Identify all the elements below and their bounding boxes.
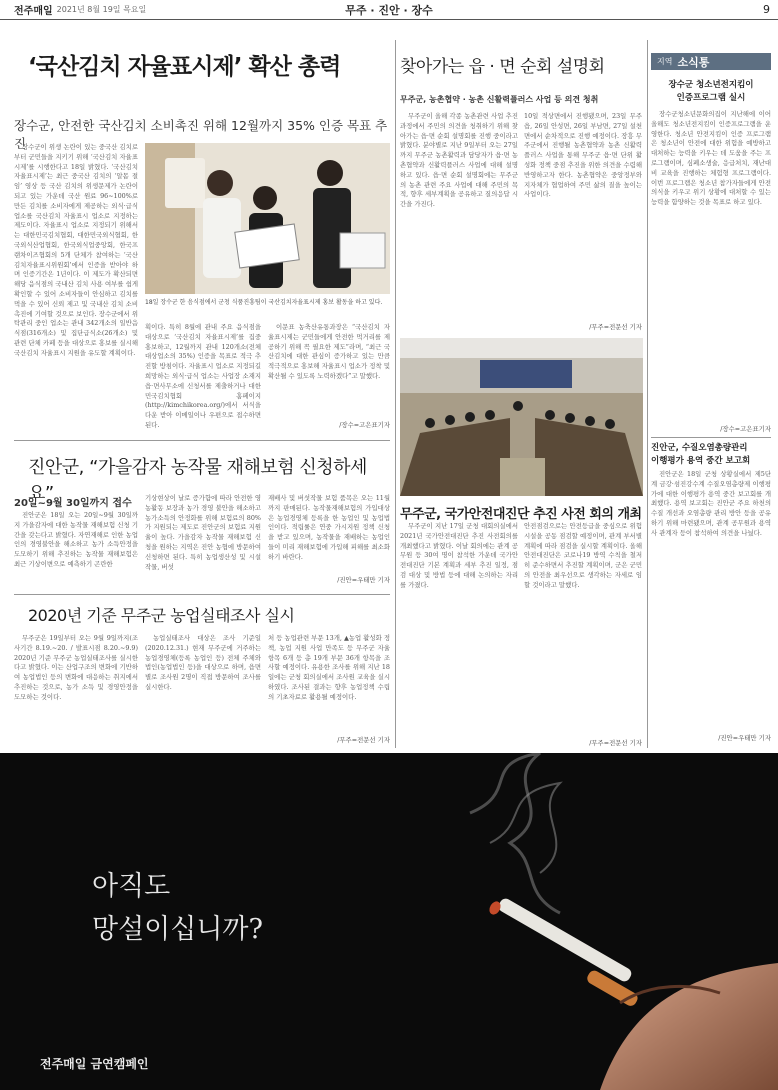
farm-body-col2: 농업실태조사 대상은 조사 기준일(2020.12.31.) 현재 무주군에 거주하는 농업경영체(등록 농업인 등) 전체 주체와 법인(농업법인 등)을 대상으로 하며, 읍면별로 조사원 2명이 직접 방문하여 조사를 실시한다. bbox=[145, 634, 261, 691]
briefing-body-col1: 무주군이 올해 각종 농촌관련 사업 추진과정에서 주민의 의견을 청취하기 위해 찾아가는 읍·면 순회 설명회를 진행 중이라고 밝혔다. 분야별로 지난 9일부터 오는 27일까지 무주군 농촌활력과 담당자가 읍·면 농촌협약과 신활력플러스 사업에 대해 설명하고 있다. 읍·면 순회 설명회에는 무주군의 농촌 관련 주요 사업에 대해 주민의 목적, 향후 세부계획을 공유하고 질의응답 시간을 가진다. bbox=[400, 112, 518, 209]
ad-campaign-name: 전주매일 금연캠페인 bbox=[40, 1057, 149, 1071]
ad-headline-line2: 망설이십니까? bbox=[92, 914, 263, 945]
kimchi-photo bbox=[145, 143, 390, 294]
briefing-byline: /무주=전문선 기자 bbox=[589, 323, 642, 331]
sidebar-label: 지역 bbox=[657, 57, 673, 66]
page-number: 9 bbox=[763, 3, 770, 16]
national-body-col1: 무주군이 지난 17일 군청 대회의실에서 2021년 국가안전대진단 추진 사전회의를 개최했다고 밝혔다. 이날 회의에는 관계 공무원 등 30여 명이 참석한 가운데 국가안전대진단 기본 계획과 세부 추진 일정, 점검 대상 및 방법 등에 대해 논의하는 자리를 가졌다. bbox=[400, 522, 518, 589]
sidebar-header bbox=[651, 53, 771, 70]
briefing-body-col2: 10일 적상면에서 진행됐으며, 23일 무주읍, 26일 안성면, 26일 부남면, 27일 설천면에서 순차적으로 진행 예정이다. 장흥 무주군에서 진행될 농촌협약과 농촌 신활력 플러스 사업을 통해 무주군 읍·면 단위 활성화 정책 중점 추진을 위한 의견을 수렴해 반영하고자 한다. 농촌협약은 중앙정부와 지자체가 협업하여 주민 삶의 질을 높이는 사업이다. bbox=[524, 112, 642, 199]
kimchi-headline: ‘국산김치 자율표시제’ 확산 총력 bbox=[28, 54, 341, 80]
sidebar-item1-byline: /장수=고은표기자 bbox=[720, 425, 771, 433]
ad-headline-line1: 아직도 bbox=[92, 871, 171, 902]
briefing-subheadline: 무주군, 농촌협약 · 농촌 신활력플러스 사업 등 의견 청취 bbox=[400, 95, 599, 104]
sidebar-item2-byline: /진안=우태만 기자 bbox=[718, 734, 771, 742]
sidebar-item2-body: 진안군은 18일 군청 상황실에서 제5단계 금강·섬진강수계 수질오염총량제 이행평가에 대한 이행평가 용역 중간 보고회를 개최했다. 용역 보고회는 진안군 주요 하천의 수질 개선과 오염총량 관리 방안 등을 공유하기 위해 마련됐으며, 관계 공무원과 용역사 관계자 등이 참석하여 의견을 나눴다. bbox=[651, 470, 771, 537]
kimchi-body-col1: 장수군이 위생 논란이 있는 중국산 김치로부터 군민들을 지키기 위해 ‘국산김치 자율표시제’를 시행한다고 18일 밝혔다. ‘국산김치 자율표시제’는 최근 중국산 김치의 ‘알몸 절임’ 영상 등 국산 김치의 위생문제가 논란이 되고 있는 가운데 국산 원료 96~100%로 만든 김치를 소비자에게 제공하는 외식·급식업소를 국산김치 자율표시 업소로 지정하는 제도이다. 자율표시 업소로 지정되기 위해서는 대한민국김치협회, 대한민국외식협회, 한국외식산업협회, 한국외식업중앙회, 한국프랜차이즈협회의 5개 단체가 참여하는 ‘국산김치자율표시위원회’에서 인증을 받아야 하며 인증기간은 1년이다. 이 제도가 확산되면 해당 음식점의 국내산 김치 사용 여부를 쉽게 확인할 수 있어 소비자들이 안심하고 김치를 먹을 수 있어 신뢰 제고 및 국내산 김치 소비 촉진에 기여할 것으로 보인다. 장수군에서 위탁관리 중인 업소는 관내 342개소의 일반음식점(316개소) 및 집단급식소(26개소) 및 관련 단체 카페 등을 대상으로 홍보를 실시해 국산김치 자율표시 지원을 유도할 계획이다. bbox=[14, 143, 138, 357]
farm-headline: 2020년 기준 무주군 농업실태조사 실시 bbox=[28, 606, 295, 625]
meeting-photo bbox=[400, 338, 643, 496]
farm-body-col1: 무주군은 19일부터 오는 9월 9일까지(조사기간 8.19.~20. / 발표시점 8.20.~9.9) 2020년 기준 무주군 농업실태조사를 실시한다고 밝혔다. 이는 산업구조의 변화에 기반하여 농업법인 등의 변화에 대응하는 취지에서 추진하는 것으로, 농가 소득 및 경영안정을 도모하는 것이다. bbox=[14, 634, 138, 701]
national-body-col2: 안전점검으로는 안전등급을 중심으로 위험시설을 공동 점검할 예정이며, 관계 부서별 계획에 따라 점검을 실시할 계획이다. 올해 안전대진단은 코로나19 방역 수칙을 철저히 준수하면서 추진할 계획이며, 군은 군민의 안전을 최우선으로 생각하는 자세로 임할 것이라고 말했다. bbox=[524, 522, 642, 589]
potato-headline: 진안군, “가을감자 농작물 재해보험 신청하세요” bbox=[28, 457, 367, 504]
farm-byline: /무주=전문선 기자 bbox=[337, 736, 390, 744]
conference-room-photo bbox=[400, 338, 643, 496]
potato-body-col1: 진안군은 18일 오는 20일~9월 30일까지 가을감자에 대한 농작물 재해보험 신청 기간을 갖는다고 밝혔다. 자연재해로 인한 농업인의 경영불안을 해소하고 농가 소득안정을 도모하기 위해 추진하는 농작물 재해보험은 최근 기상이변으로 예측하기 곤란한 bbox=[14, 511, 138, 568]
briefing-headline: 찾아가는 읍 · 면 순회 설명회 bbox=[400, 57, 605, 77]
no-smoking-ad bbox=[0, 753, 778, 1090]
kimchi-photo-caption: 18일 장수군 한 음식점에서 군청 식품진흥팀이 국산김치자율표시제 홍보 활동을 하고 있다. bbox=[145, 299, 383, 306]
potato-byline: /진안=우태만 기자 bbox=[337, 576, 390, 584]
kimchi-subtitle: 장수군, 안전한 국산김치 소비촉진 위해 12월까지 35% 인증 목표 추진 bbox=[14, 118, 388, 151]
farm-body-col3: 처 등 농업관련 부문 13개, ▲농업 활성화 정책, 농업 지원 사업 만족도 등 무주군 자율 항목 6개 등 총 19개 부문 36개 항목을 조사할 예정이다. 유용한 조사를 위해 지난 18일에는 군청 회의실에서 조사원 교육을 실시하였다. 조사된 결과는 향후 농업정책 수립의 기초자료로 활용될 예정이다. bbox=[268, 634, 390, 701]
section-title: 무주 · 진안 · 장수 bbox=[345, 3, 433, 17]
kimchi-body-col2: 획이다. 특히 8월에 관내 주요 음식점을 대상으로 ‘국산김치 자율표시제’를 집중 홍보하고, 12월까지 관내 120개소(전체 대상업소의 35%) 인증을 목표로 적극 추진할 방침이다. 자율표시 업소로 지정되길 희망하는 외식·급식 업소는 사업장 소재지 읍·면사무소에 신청서를 제출하거나 대한민국김치협회 홈페이지(http://kimchikorea.org/)에서 서식을 다운 받아 이메일이나 우편으로 접수하면 된다. bbox=[145, 323, 261, 429]
sidebar-title: 소식통 bbox=[677, 55, 710, 69]
newspaper-logo: 전주매일 bbox=[14, 6, 53, 17]
potato-body-col2: 기상현상이 날로 증가함에 따라 안전한 영농활동 보장과 농가 경영 불안을 해소하고 농가소득의 안정화를 위해 보험료의 80%가 지원되는 제도로 진안군의 보험료 지원율이 높다. 가을감자 농작물 재해보험 신청을 원하는 지역은 진안 농협에 방문하여 신청하면 된다. 특히 농업생산성 및 시설작물, 버섯 bbox=[145, 494, 261, 571]
sidebar-item1-title: 장수군 청소년전지킴이 인증프로그램 실시 bbox=[668, 80, 754, 103]
kimchi-body-col3: 이문표 농축산유통과장은 “국산김치 자율표시제는 군민들에게 안전한 먹거리를 제공하기 위해 꼭 필요한 제도”라며, “최근 국산김치에 대한 관심이 증가하고 있는 만큼 적극적으로 홍보해 자율표시 업소가 정착 및 확산될 수 있도록 노력하겠다”고 말했다. bbox=[268, 323, 390, 380]
issue-date: 2021년 8월 19일 목요일 bbox=[56, 5, 147, 14]
sidebar-item2-title: 진안군, 수질오염총량관리 이행평가 용역 중간 보고회 bbox=[651, 443, 751, 466]
people-photo bbox=[145, 143, 390, 294]
national-headline: 무주군, 국가안전대진단 추진 사전 회의 개최 bbox=[400, 507, 642, 522]
page-header bbox=[0, 0, 778, 20]
national-byline: /무주=전문선 기자 bbox=[589, 739, 642, 747]
kimchi-byline: /장수=고은표기자 bbox=[339, 421, 390, 429]
sidebar-item1-body: 장수군청소년문화의집이 지난해에 이어 올해도 청소년전지킴이 인증프로그램을 운영한다. 청소년 안전지킴이 인증 프로그램은 청소년이 안전에 대한 위험을 예방하고 대처하는 능력을 키우는 데 도움을 주는 프로그램이며, 심폐소생술, 응급처치, 재난대비 교육을 진행하는 체험형 프로그램이다. 이번 프로그램은 청소년 참가자들에게 안전의식을 키우고 위기 상황에 대처할 수 있는 능력을 함양하는 것을 목표로 하고 있다. bbox=[651, 110, 771, 207]
potato-body-col3: 재배사 및 버섯작물 보험 품목은 오는 11월까지 판매된다. 농작물재해보험의 가입대상은 농업경영체 등록을 한 농업인 및 농업법인이다. 적립률은 연중 가시지원 정책 신청을 받고 있으며, 농작물을 재배하는 농업인들이 미리 재해보험에 가입해 피해를 최소화하기 바란다. bbox=[268, 494, 390, 561]
potato-subheadline: 20일~9월 30일까지 접수 bbox=[14, 498, 132, 509]
